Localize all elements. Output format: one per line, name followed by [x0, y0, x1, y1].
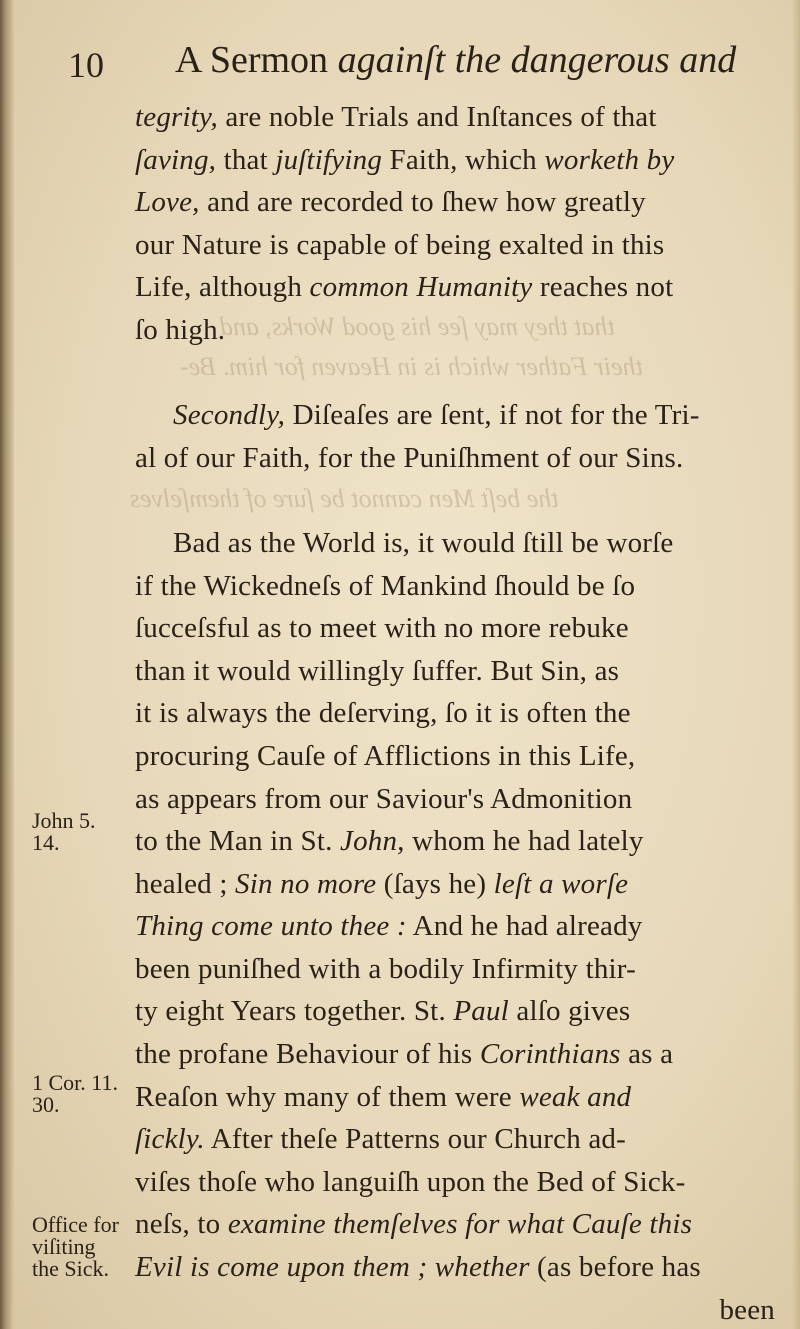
margin-note-corinthians: 1 Cor. 11. 30. — [32, 1070, 118, 1117]
running-title-italic: againſt the dangerous and — [337, 39, 737, 81]
bleed-through-text: their Father which is in Heaven for him. Be- — [180, 352, 643, 381]
margin-note-office: Office for viſiting the Sick. — [32, 1212, 119, 1281]
margin-note-john: John 5. 14. — [32, 808, 96, 855]
text-line: ſickly. After theſe Patterns our Church ad- — [135, 1123, 626, 1156]
text-line: Bad as the World is, it would ſtill be worſe — [173, 526, 674, 559]
text-line: ſo high. — [135, 313, 226, 346]
bleed-through-text: that they may ſee his good Works, and — [220, 312, 615, 341]
text-line: been puniſhed with a bodily Infirmity thir- — [135, 952, 636, 985]
running-header — [60, 38, 780, 90]
page-edge — [792, 0, 800, 1329]
text-line: it is always the deſerving, ſo it is often the — [135, 697, 631, 730]
text-line: than it would willingly ſuffer. But Sin, as — [135, 654, 620, 687]
text-line: viſes thoſe who languiſh upon the Bed of Sick- — [135, 1165, 686, 1198]
text-line: the profane Behaviour of his Corinthians as a — [135, 1038, 674, 1071]
text-line: neſs, to examine themſelves for what Cauſe this — [135, 1208, 693, 1241]
text-line: al of our Faith, for the Puniſhment of our Sins. — [135, 441, 684, 474]
paragraph-2 — [135, 394, 775, 479]
text-line: healed ; Sin no more (ſays he) leſt a worſe — [135, 867, 629, 900]
text-line: tegrity, are noble Trials and Inſtances of that — [135, 101, 657, 133]
text-line: as appears from our Saviour's Admonition — [135, 782, 633, 815]
bleed-through-text: the beſt Men cannot be ſure of themſelves — [130, 484, 559, 513]
text-line: Secondly, Diſeaſes are ſent, if not for the Tri- — [173, 399, 700, 432]
running-title — [175, 38, 736, 82]
text-line: ſaving, that juſtifying Faith, which worketh by — [135, 143, 675, 176]
body-text — [135, 96, 775, 1329]
text-line: ty eight Years together. St. Paul alſo gives — [135, 995, 631, 1028]
catchword-line — [135, 1289, 775, 1329]
text-line: to the Man in St. John, whom he had lately — [135, 825, 644, 858]
text-line: Thing come unto thee : And he had already — [135, 910, 643, 943]
text-line: if the Wickedneſs of Mankind ſhould be ſo — [135, 569, 636, 602]
text-line: Love, and are recorded to ſhew how greatly — [135, 186, 646, 219]
running-title-roman: A Sermon — [175, 39, 329, 81]
page-number: 10 — [68, 45, 104, 85]
binding-gutter — [0, 0, 14, 1329]
text-line: procuring Cauſe of Afflictions in this Life, — [135, 739, 636, 772]
text-line: our Nature is capable of being exalted in this — [135, 228, 665, 261]
paragraph-1 — [135, 96, 775, 352]
text-line: Reaſon why many of them were weak and — [135, 1080, 632, 1113]
paragraph-3 — [135, 522, 775, 1329]
catchword: been — [719, 1293, 775, 1326]
text-line: Life, although common Humanity reaches not — [135, 271, 674, 304]
text-line: Evil is come upon them ; whether (as before has — [135, 1251, 701, 1284]
text-line: ſucceſsful as to meet with no more rebuke — [135, 612, 629, 645]
